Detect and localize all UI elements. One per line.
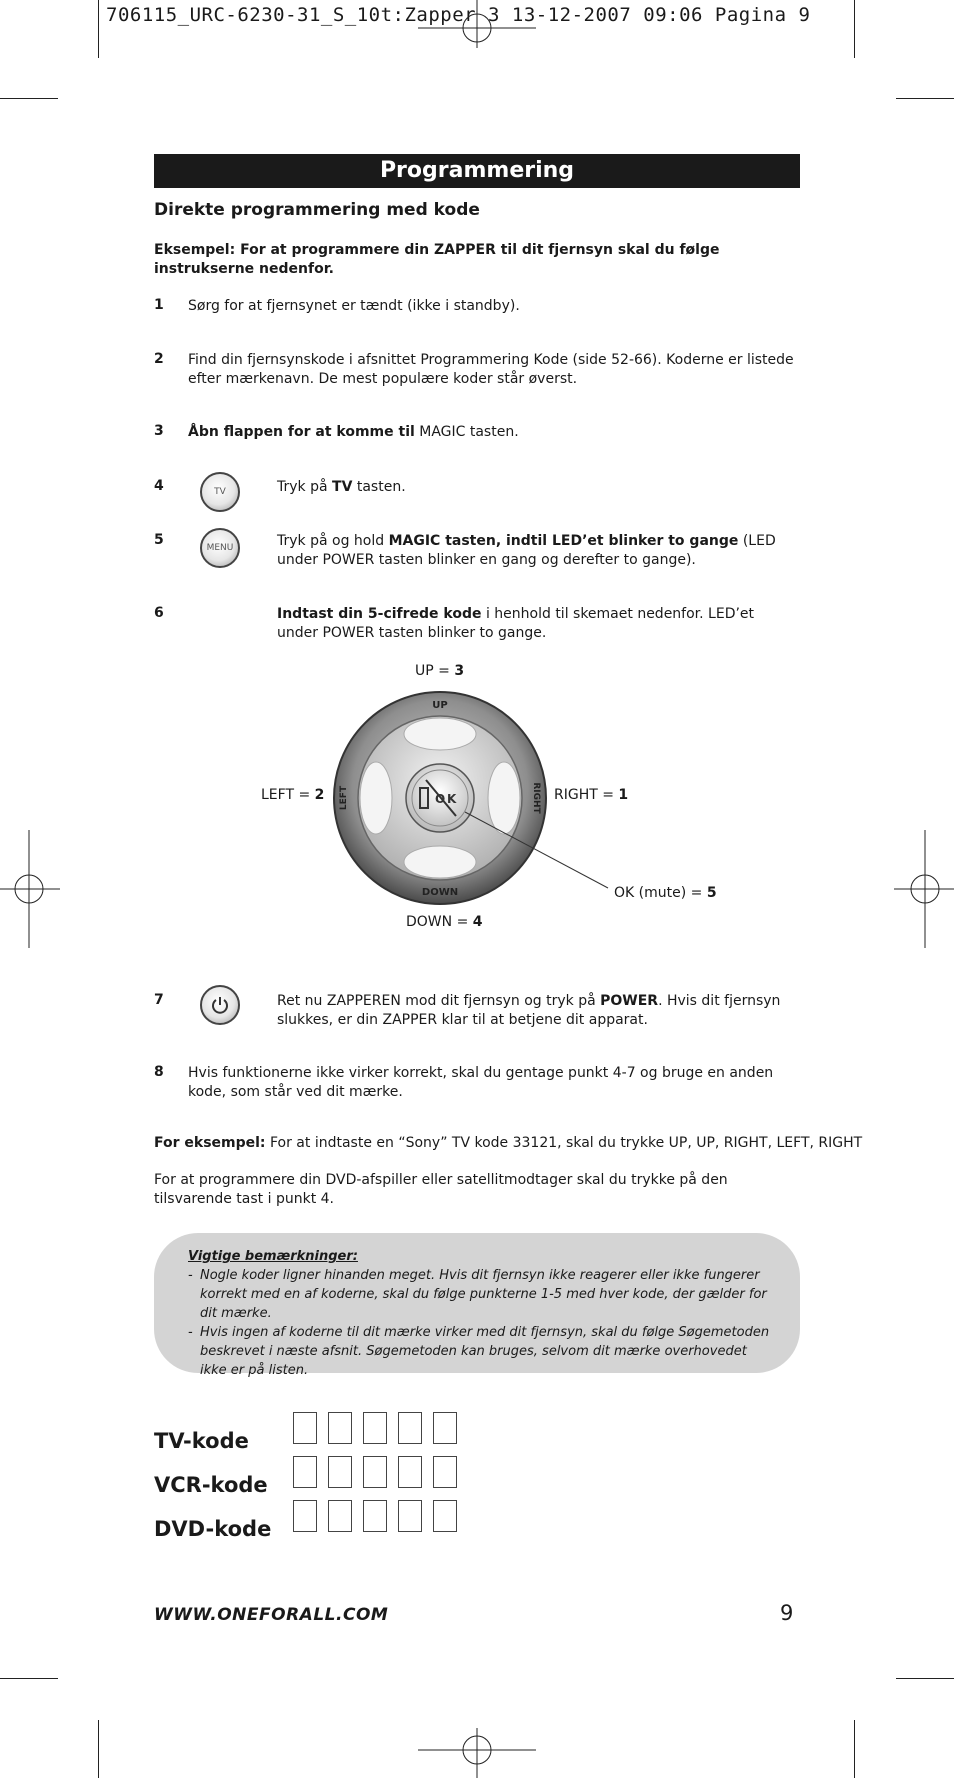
code-digit-box[interactable] [433,1412,457,1444]
dpad-left-label [261,787,324,803]
intro-text: Eksempel: For at programmere din ZAPPER til dit fjernsyn skal du følge instrukserne nedenfor. [154,242,720,277]
step-number: 2 [154,351,164,367]
dvd-code-boxes [293,1500,457,1532]
step-text-bold: POWER [600,993,659,1009]
step-text-rest: (LED under POWER tasten blinker en gang og derefter to gange). [277,533,776,568]
code-digit-box[interactable] [293,1456,317,1488]
dpad-up-value: 3 [454,663,465,679]
code-digit-box[interactable] [433,1500,457,1532]
code-digit-box[interactable] [328,1456,352,1488]
crop-mark [98,1720,99,1778]
step-text [188,423,788,442]
power-button-icon [200,985,240,1025]
code-digit-box[interactable] [328,1500,352,1532]
dpad-right-value: 1 [618,787,629,803]
step-text-bold: Åbn flappen for at komme til [188,424,415,440]
vcr-code-label: VCR-kode [154,1473,268,1497]
step-text: Sørg for at fjernsynet er tændt (ikke i standby). [188,298,520,314]
vcr-code-boxes [293,1456,457,1488]
dpad-down-key [404,846,476,878]
dvd-code-label: DVD-kode [154,1517,272,1541]
notes-title: Vigtige bemærkninger: [188,1249,358,1264]
power-icon [210,995,230,1015]
step-text [277,992,807,1030]
crop-mark [854,1720,855,1778]
registration-mark-bottom [418,1728,536,1778]
code-digit-box[interactable] [398,1500,422,1532]
step-number: 5 [154,532,164,548]
tv-code-boxes [293,1412,457,1444]
crop-mark [854,0,855,58]
step-number: 7 [154,992,164,1008]
page-number: 9 [780,1601,794,1625]
dpad-ok-value: 5 [706,885,717,901]
crop-mark [896,1678,954,1679]
dpad-ok-key-k: K [447,792,457,806]
step-text-rest: tasten. [352,479,406,495]
print-header: 706115_URC-6230-31_S_10t:Zapper 3 13-12-2007 09:06 Pagina 9 [106,4,811,26]
dpad-right-key-text: RIGHT [531,782,541,814]
menu-button-label: MENU [206,543,234,553]
step-text-pre: Tryk på og hold [277,533,389,549]
dpad-left-key [360,762,392,834]
dpad-down-label-text: DOWN = [406,914,473,930]
dpad-up-label [415,663,464,679]
code-digit-box[interactable] [398,1456,422,1488]
page-title: Programmering [154,154,800,188]
dpad-ok-label [614,885,717,901]
tv-button-label: TV [214,487,226,497]
step-number: 3 [154,423,164,439]
step-text [277,532,797,570]
example-bold: For eksempel: [154,1135,266,1151]
dpad-left-value: 2 [314,787,325,803]
example-text [154,1135,862,1151]
dpad-right-label-text: RIGHT = [554,787,619,803]
step-text-pre: Ret nu ZAPPEREN mod dit fjernsyn og tryk på [277,993,601,1009]
step-text: Hvis funktionerne ikke virker korrekt, skal du gentage punkt 4-7 og bruge en anden kode, som står ved dit mærke. [188,1065,774,1100]
step-text-bold: TV [332,479,353,495]
menu-button-icon [200,528,240,568]
dpad-left-label-text: LEFT = [261,787,315,803]
code-digit-box[interactable] [328,1412,352,1444]
step-text: Find din fjernsynskode i afsnittet Programmering Kode (side 52-66). Koderne er listede efter mærkenavn. De mest populære koder står øverst. [188,352,794,387]
crop-mark [0,98,58,99]
code-digit-box[interactable] [363,1412,387,1444]
step-number: 6 [154,605,164,621]
dpad-up-label-text: UP = [415,663,455,679]
step-number: 1 [154,297,164,313]
registration-mark-right [894,830,954,948]
dvd-note: For at programmere din DVD-afspiller eller satellitmodtager skal du trykke på den tilsvarende tast i punkt 4. [154,1172,728,1207]
step-text-rest: MAGIC tasten. [414,424,519,440]
code-digit-box[interactable] [433,1456,457,1488]
registration-mark-left [0,830,60,948]
note-item: - Nogle koder ligner hinanden meget. Hvis dit fjernsyn ikke reagerer eller ikke fungerer korrekt med en af koderne, skal du følge punkterne 1-5 med hver kode, der gælder for dit mærke. [188,1266,772,1323]
step-text-bold: MAGIC tasten, indtil LED’et blinker to gange [388,533,739,549]
crop-mark [896,98,954,99]
example-rest: For at indtaste en “Sony” TV kode 33121, skal du trykke UP, UP, RIGHT, LEFT, RIGHT [265,1135,863,1151]
code-digit-box[interactable] [293,1412,317,1444]
tv-code-label: TV-kode [154,1429,249,1453]
footer-url: WWW.ONEFORALL.COM [154,1605,389,1625]
important-notes [154,1233,800,1378]
dpad-up-key-text: UP [432,700,448,711]
code-digit-box[interactable] [363,1456,387,1488]
dpad-ok-label-text: OK (mute) = [614,885,707,901]
step-text-rest: i henhold til skemaet nedenfor. LED’et under POWER tasten blinker to gange. [277,606,755,641]
dpad-down-key-text: DOWN [421,887,459,898]
dpad-up-key [404,718,476,750]
code-digit-box[interactable] [398,1412,422,1444]
dpad-right-key [488,762,520,834]
note-item: - Hvis ingen af koderne til dit mærke virker med dit fjernsyn, skal du følge Søgemetoden beskrevet i næste afsnit. Søgemetoden kan bruges, selvom dit mærke overhovedet ikke er på listen. [188,1323,772,1380]
dpad-diagram [330,690,620,920]
code-digit-box[interactable] [293,1500,317,1532]
step-text-bold: Indtast din 5-cifrede kode [277,606,482,622]
dpad-ok-key-o: O [435,792,446,806]
dpad-left-key-text: LEFT [339,785,349,811]
code-digit-box[interactable] [363,1500,387,1532]
crop-mark [98,0,99,58]
step-text-rest: . Hvis dit fjernsyn slukkes, er din ZAPPER klar til at betjene dit apparat. [277,993,781,1028]
step-text-pre: Tryk på [277,479,333,495]
dpad-down-value: 4 [472,914,483,930]
section-subtitle: Direkte programmering med kode [154,200,480,220]
crop-mark [0,1678,58,1679]
tv-button-icon [200,472,240,512]
step-number: 8 [154,1064,164,1080]
step-text [277,605,797,643]
step-number: 4 [154,478,164,494]
step-text [277,478,797,497]
